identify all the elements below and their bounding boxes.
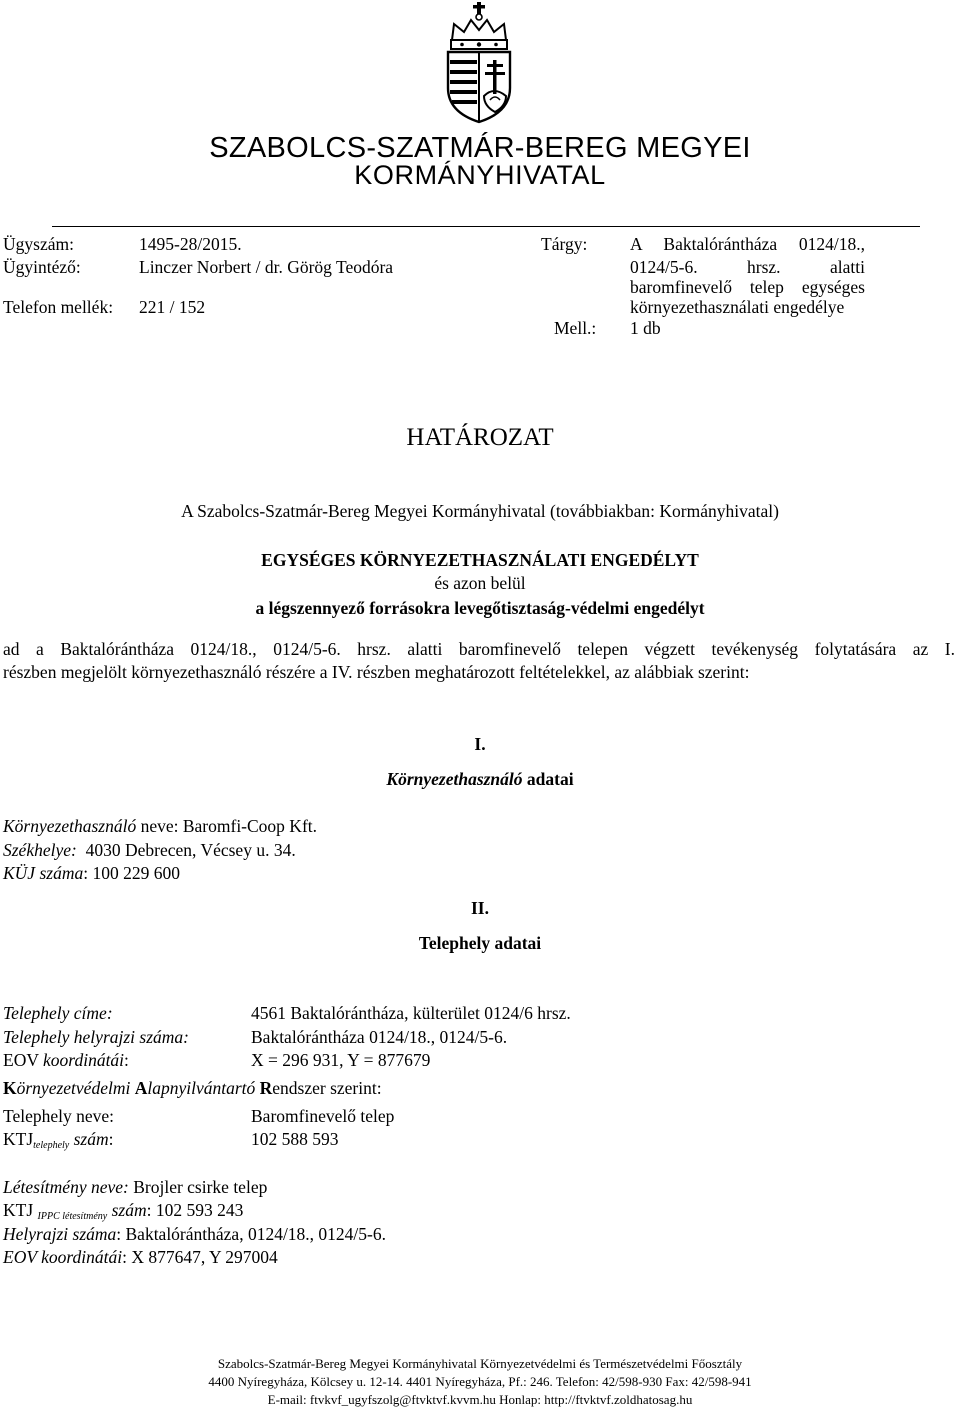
phone-ext-label: Telefon mellék: [3, 297, 114, 317]
case-number-label: Ügyszám: [3, 234, 74, 254]
facility-eov-value: : X 877647, Y 297004 [122, 1247, 278, 1267]
subject-line2: 0124/5-6. hrsz. alatti [630, 257, 865, 277]
site-ktj-label-a: KTJ [3, 1129, 34, 1149]
subject-line3: baromfinevelő telep egységes [630, 277, 865, 297]
decision-intro: A Szabolcs-Szatmár-Bereg Megyei Kormányhivatal (továbbiakban: Kormányhivatal) [181, 501, 779, 521]
facility-name-row [3, 1176, 267, 1198]
kuj-label: KÜJ száma [3, 863, 84, 883]
site-eov-label-b: koordinátái [43, 1050, 125, 1070]
handler-label: Ügyintéző: [3, 257, 81, 277]
site-eov-value: X = 296 931, Y = 877679 [251, 1050, 431, 1070]
facility-eov-row [3, 1246, 278, 1268]
kar-1: örnyezetvédelmi [16, 1078, 135, 1098]
phone-ext: 221 / 152 [139, 297, 206, 317]
kar-k: K [3, 1078, 17, 1098]
office-name-line2: KORMÁNYHIVATAL [354, 160, 606, 190]
handler: Linczer Norbert / dr. Görög Teodóra [139, 257, 394, 277]
facility-ktj-sub: IPPC létesítmény [37, 1211, 108, 1222]
site-ktj-label-b: szám [69, 1129, 109, 1149]
kuj-value: : 100 229 600 [83, 863, 180, 883]
facility-plot-value: : Baktalórántháza, 0124/18., 0124/5-6. [116, 1224, 386, 1244]
kar-3: endszer szerint: [272, 1078, 382, 1098]
subject-line4: környezethasználati engedélye [630, 297, 845, 317]
footer-line3: E-mail: ftvkvf_ugyfszolg@ftvktvf.kvvm.hu Honlap: http://ftvktvf.zoldhatosag.hu [267, 1392, 693, 1407]
seat-row [3, 839, 296, 861]
facility-plot-label: Helyrajzi száma [3, 1224, 117, 1244]
site-ktj-value: 102 588 593 [251, 1129, 339, 1149]
kar-a: A [134, 1078, 148, 1098]
kar-heading [3, 1077, 382, 1099]
site-name-label: Telephely neve: [3, 1106, 115, 1126]
user-name-label: Környezethasználó [3, 816, 137, 836]
decision-body-line1: ad a Baktalórántháza 0124/18., 0124/5-6. hrsz. alatti baromfinevelő telepen végzett tevékenység folytatására az I. [3, 639, 955, 659]
header-divider [52, 226, 920, 227]
facility-plot-row [3, 1223, 386, 1245]
attachment: 1 db [630, 318, 661, 338]
user-name-label-rest: neve: [136, 816, 183, 836]
case-number: 1495-28/2015. [139, 234, 242, 254]
kar-2: lapnyilvántartó [147, 1078, 260, 1098]
facility-eov-label: EOV koordinátái [3, 1247, 123, 1267]
kar-r: R [259, 1078, 273, 1098]
facility-ktj-b: szám [107, 1200, 147, 1220]
subject-label: Tárgy: [541, 234, 588, 254]
section1-title-rest: adatai [522, 769, 574, 789]
site-eov-label-a: EOV [3, 1050, 44, 1070]
kuj-row [3, 862, 180, 884]
facility-name-label: Létesítmény neve: [3, 1177, 129, 1197]
section1-title-italic: Környezethasználó [386, 769, 523, 789]
seat-value: 4030 Debrecen, Vécsey u. 34. [85, 840, 296, 860]
site-address-value: 4561 Baktalórántháza, külterület 0124/6 hrsz. [251, 1003, 571, 1023]
footer-line1: Szabolcs-Szatmár-Bereg Megyei Kormányhivatal Környezetvédelmi és Természetvédelmi Főosztály [217, 1356, 743, 1371]
site-plot-label: Telephely helyrajzi száma: [3, 1027, 189, 1047]
section1-number: I. [474, 734, 486, 754]
user-name-value: Baromfi-Coop Kft. [182, 816, 318, 836]
facility-ktj-a: KTJ [3, 1200, 38, 1220]
subject-line1: A Baktalórántháza 0124/18., [630, 234, 865, 254]
facility-name-value: Brojler csirke telep [128, 1177, 268, 1197]
decision-title: HATÁROZAT [406, 424, 554, 451]
site-name-value: Baromfinevelő telep [251, 1106, 395, 1126]
site-plot-value: Baktalórántháza 0124/18., 0124/5-6. [251, 1027, 508, 1047]
coat-of-arms-icon [438, 0, 520, 124]
decision-body-line2: részben megjelölt környezethasználó részére a IV. részben meghatározott feltételekkel, az alábbiak szerint: [3, 662, 750, 682]
office-name-line1: SZABOLCS-SZATMÁR-BEREG MEGYEI [209, 132, 751, 164]
seat-label: Székhelye: [3, 840, 77, 860]
attachment-label: Mell.: [554, 318, 597, 338]
site-address-label: Telephely címe: [3, 1003, 113, 1023]
site-ktj-label-sub: telephely [33, 1140, 70, 1151]
section2-title: Telephely adatai [418, 933, 542, 953]
footer-line2: 4400 Nyíregyháza, Kölcsey u. 12-14. 4401 Nyíregyháza, Pf.: 246. Telefon: 42/598-930 Fax: 42/598-941 [208, 1374, 752, 1389]
site-ktj-label [3, 1128, 114, 1157]
section2-number: II. [471, 898, 489, 918]
facility-ktj-value: : 102 593 243 [146, 1200, 244, 1220]
site-ktj-label-c: : [108, 1129, 114, 1149]
user-name-row [3, 815, 317, 837]
site-eov-label [3, 1049, 129, 1071]
permit-line2: és azon belül [434, 573, 526, 593]
site-eov-label-c: : [124, 1050, 129, 1070]
permit-line3: a légszennyező forrásokra levegőtisztaság-védelmi engedélyt [255, 598, 705, 618]
section1-title [0, 768, 960, 790]
permit-line1: EGYSÉGES KÖRNYEZETHASZNÁLATI ENGEDÉLYT [261, 550, 699, 570]
